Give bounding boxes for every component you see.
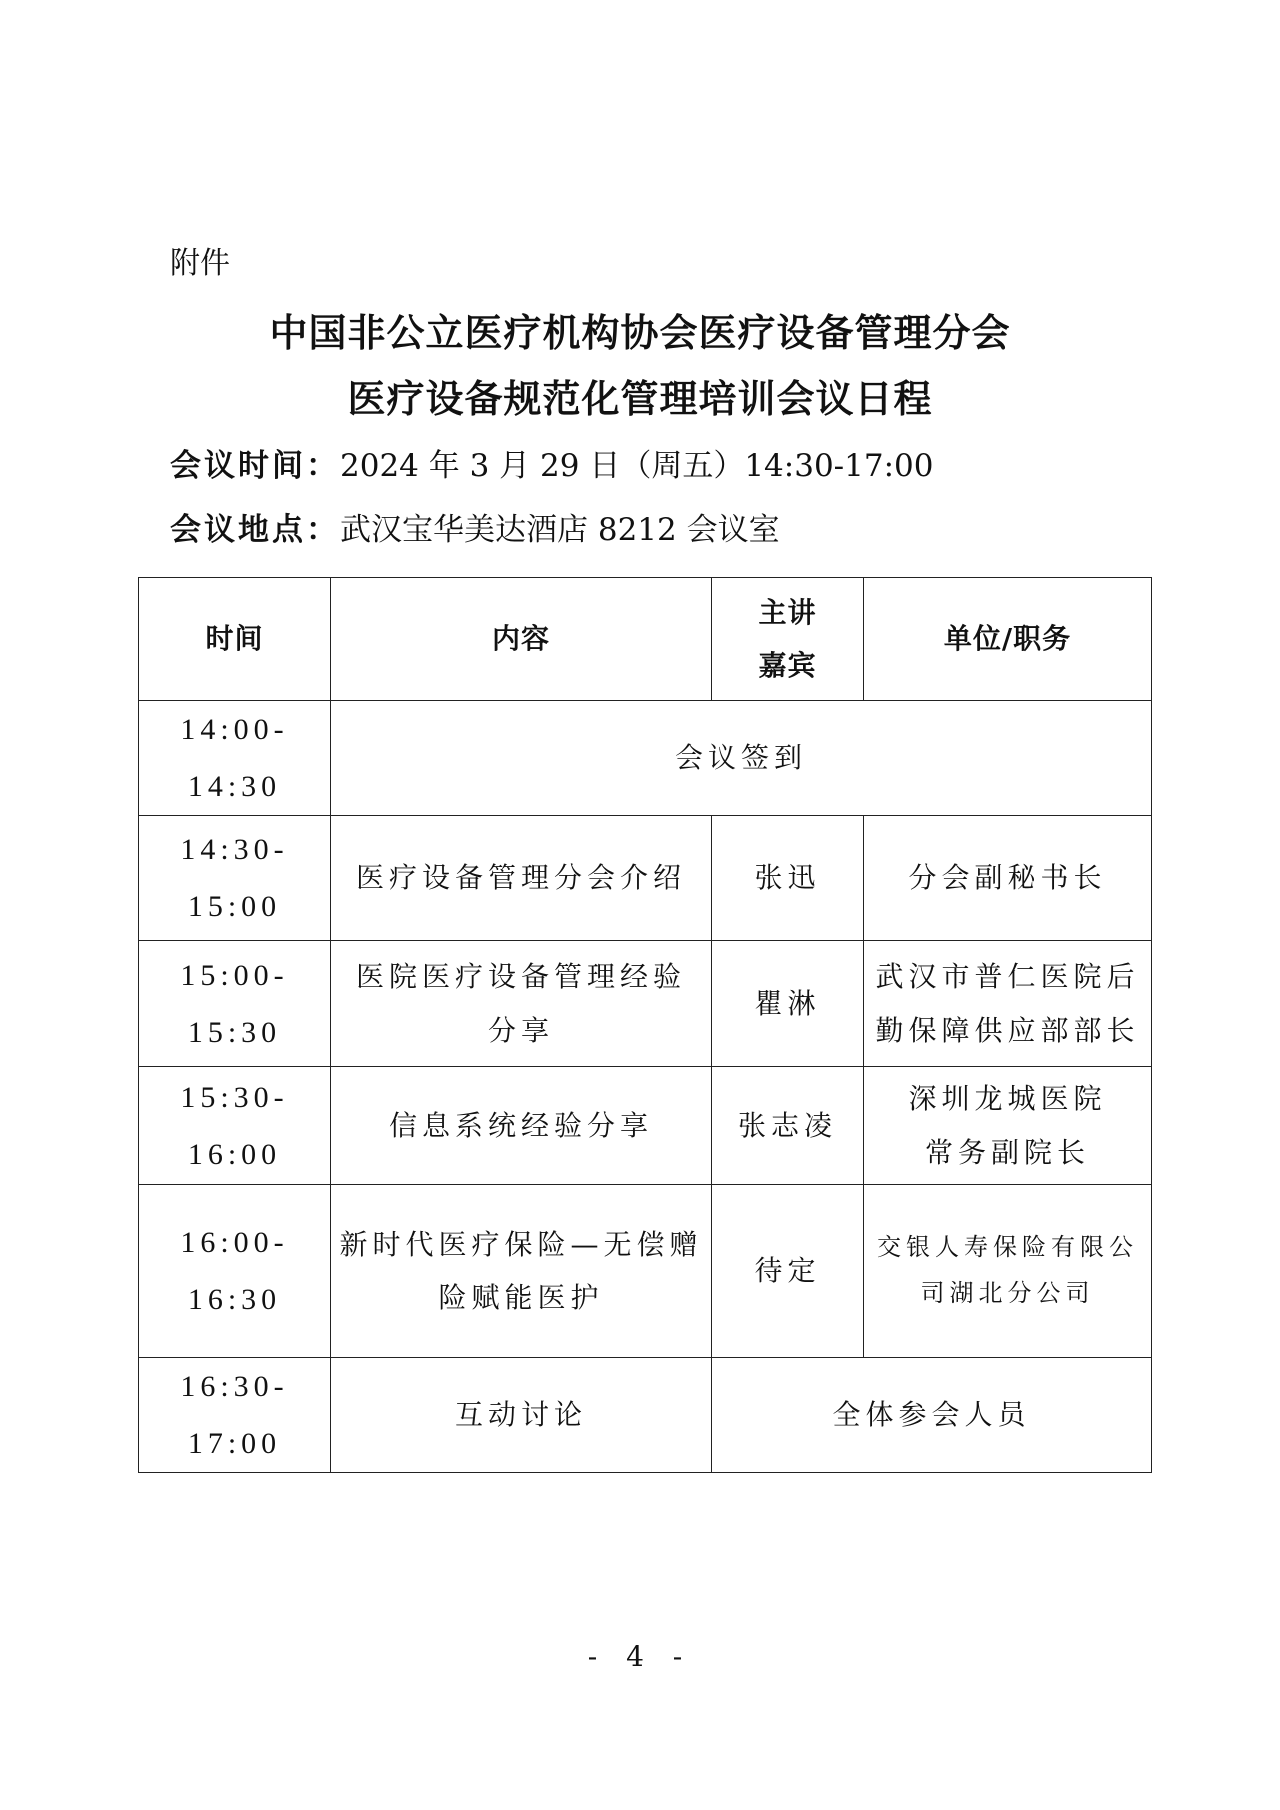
document-title-line2: 医疗设备规范化管理培训会议日程 — [347, 377, 933, 421]
row-unit-line1: 交银人寿保险有限公 — [877, 1233, 1138, 1262]
row-time: 15:00-15:30 — [139, 941, 331, 1067]
table-row — [139, 1185, 1152, 1358]
row-speaker: 张志凌 — [712, 1067, 864, 1185]
row-speaker: 待定 — [712, 1185, 864, 1358]
row-content-line1: 新时代医疗保险—无偿赠 — [339, 1227, 703, 1261]
row-content-line1: 医院医疗设备管理经验 — [355, 960, 686, 994]
header-speaker — [712, 578, 864, 701]
row-content — [331, 1185, 712, 1358]
row-content: 信息系统经验分享 — [331, 1067, 712, 1185]
header-unit: 单位/职务 — [864, 578, 1152, 701]
meeting-place-value: 武汉宝华美达酒店 8212 会议室 — [340, 512, 780, 548]
row-unit-line2: 常务副院长 — [924, 1135, 1090, 1169]
header-speaker-line1: 主讲 — [758, 595, 817, 629]
row-content: 医疗设备管理分会介绍 — [331, 816, 712, 941]
table-row — [139, 1358, 1152, 1473]
row-time: 16:00-16:30 — [139, 1185, 331, 1358]
row-content — [331, 941, 712, 1067]
row-time: 16:30-17:00 — [139, 1358, 331, 1473]
row-unit — [864, 1067, 1152, 1185]
header-content: 内容 — [331, 578, 712, 701]
header-time: 时间 — [139, 578, 331, 701]
row-unit: 分会副秘书长 — [864, 816, 1152, 941]
row-unit-line2: 司湖北分公司 — [920, 1279, 1095, 1307]
row-speaker: 张迅 — [712, 816, 864, 941]
row-time: 15:30-16:00 — [139, 1067, 331, 1185]
row-content-line2: 分享 — [487, 1013, 554, 1047]
row-content-line2: 险赋能医护 — [438, 1281, 604, 1314]
meeting-time — [170, 440, 933, 485]
row-unit — [864, 1185, 1152, 1358]
table-row — [139, 1067, 1152, 1185]
document-title-line1: 中国非公立医疗机构协会医疗设备管理分会 — [269, 311, 1011, 355]
row-merged-content: 会议签到 — [331, 701, 1152, 816]
attachment-label: 附件 — [170, 246, 230, 281]
row-unit — [864, 941, 1152, 1067]
row-unit-line1: 武汉市普仁医院后 — [875, 960, 1140, 994]
header-speaker-line2: 嘉宾 — [758, 649, 817, 682]
table-row — [139, 941, 1152, 1067]
schedule-table — [138, 577, 1152, 1473]
table-row — [139, 816, 1152, 941]
row-unit-line2: 勤保障供应部部长 — [875, 1013, 1140, 1047]
table-row — [139, 701, 1152, 816]
page-number: - 4 - — [587, 1640, 693, 1673]
row-merged-speaker-unit: 全体参会人员 — [712, 1358, 1152, 1473]
meeting-time-value: 2024 年 3 月 29 日（周五）14:30-17:00 — [340, 448, 934, 484]
table-header-row — [139, 578, 1152, 701]
row-time: 14:30-15:00 — [139, 816, 331, 941]
meeting-place-label: 会议地点： — [170, 512, 340, 548]
row-content: 互动讨论 — [331, 1358, 712, 1473]
row-speaker: 瞿淋 — [712, 941, 864, 1067]
meeting-time-label: 会议时间： — [170, 448, 340, 484]
row-time: 14:00-14:30 — [139, 701, 331, 816]
row-unit-line1: 深圳龙城医院 — [908, 1082, 1107, 1116]
meeting-place — [170, 504, 780, 549]
